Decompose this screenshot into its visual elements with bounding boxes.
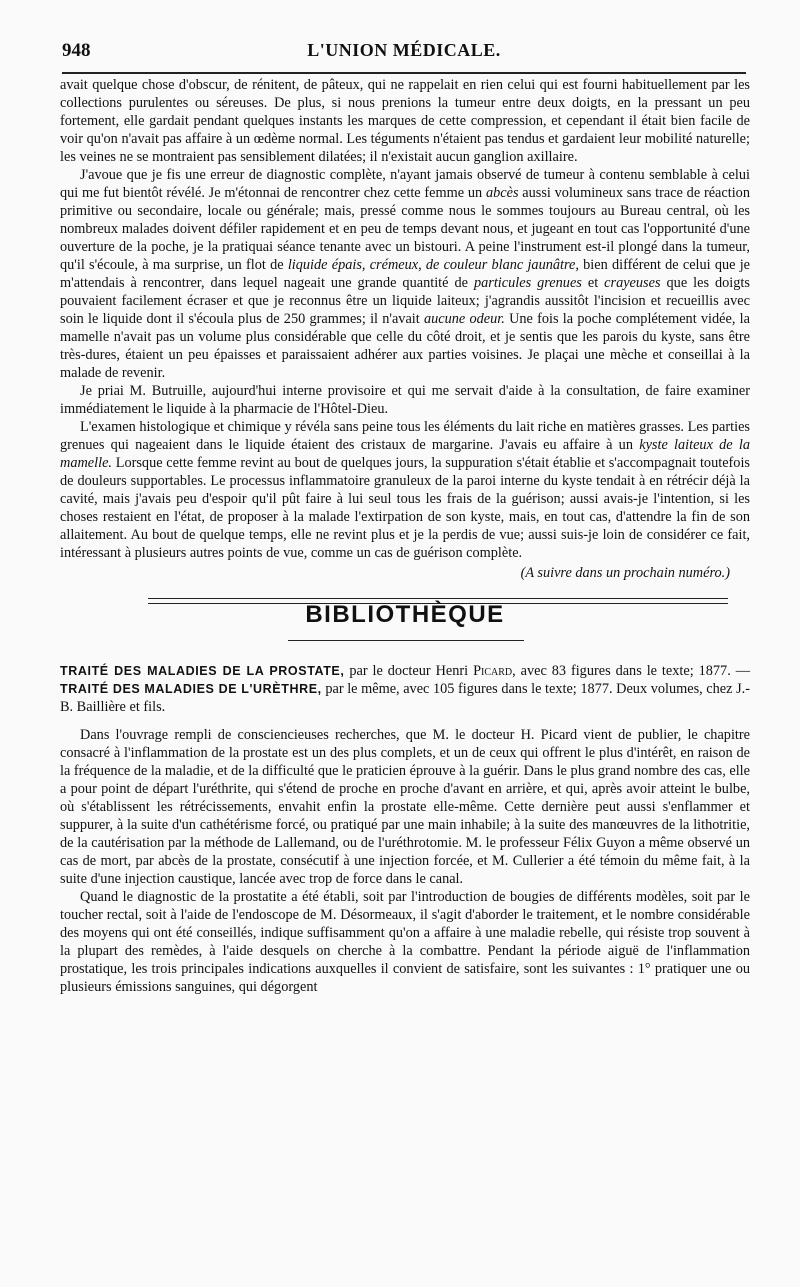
text-run: avec 83 figures dans le texte; 1877. — [520,663,750,679]
separator-rule [148,598,728,599]
italic-term: liquide épais, crémeux, de couleur blanc jaunâtre, [287,257,579,273]
text-run: Lorsque cette femme revint au bout de quelques jours, la suppuration s'était établie et s'accompagnait toutefois de douleurs supportables. Le processus inflammatoire granuleux de la paroi interne du kyste tendait à en rétrécir déjà la cavité, mais j'avais peu d'espoir qu'il pût faire à lui seul tous les frais de la guérison; aussi avais-je l'intention, si les choses restaient en l'état, de proposer à la malade l'extirpation de son kyste, mais, en tout cas, d'attendre la fin de son allaitement. Au bout de quelque temps, elle ne revint plus et je la perdis de vue; aussi suis-je loin de considérer ce fait, intéressant à plusieurs autres points de vue, comme un cas de guérison complète. [60,455,750,561]
text-run: et [587,275,599,291]
book-title: TRAITÉ DES MALADIES DE L'URÈTHRE, [60,682,322,696]
journal-title: L'UNION MÉDICALE. [307,40,501,60]
italic-term: abcès [485,185,519,201]
text-run: par le docteur Henri [349,663,469,679]
text-run: par le même, avec 105 figures dans le texte; 1877. Deux volumes, chez J.-B. Baillière et fils. [60,681,750,715]
text-run: L'examen histologique et chimique y révéla sans peine tous les éléments du lait riche en matières grasses. Les parties grenues qui nageaient dans le liquide étaient des cristaux de margarine. J'avais eu affaire à un [60,419,750,453]
article-paragraph [60,418,750,562]
italic-term: kyste laiteux de la mamelle. [60,437,750,471]
title-underline [288,640,524,641]
continuation-note: (A suivre dans un prochain numéro.) [520,565,730,581]
italic-term: particules grenues [473,275,582,291]
italic-term: crayeuses [604,275,661,291]
text-run: que les doigts pouvaient facilement écraser et que je reconnus être un liquide laiteux; j'agrandis aussitôt l'incision et recueillis avec soin le liquide dont il s'écoula plus de 250 grammes; il n'avait [60,275,750,327]
book-title: TRAITÉ DES MALADIES DE LA PROSTATE, [60,664,345,678]
article-paragraph [60,166,750,382]
page-header [62,30,746,70]
article-paragraph: avait quelque chose d'obscur, de rénitent, de pâteux, qui ne rappelait en rien celui qui est fourni habituellement par les collections purulentes ou séreuses. De plus, si nous prenions la tumeur entre deux doigts, en la pressant un peu fortement, elle gardait pendant quelques instants les marques de cette compression, et cependant il était bien facile de voir qu'on n'avait pas affaire à un œdème normal. Les téguments n'étaient pas tendus et gardaient leur mobilité naturelle; les veines ne se montraient pas sensiblement dilatées; il n'existait aucun ganglion axillaire. [60,77,750,165]
header-rule [62,72,746,74]
section-title: BIBLIOTHÈQUE [305,601,505,628]
book-reference [60,662,750,716]
section-separator [60,588,750,650]
review-paragraph: Dans l'ouvrage rempli de consciencieuses recherches, que M. le docteur H. Picard vient de publier, le chapitre consacré à l'inflammation de la prostate est un des plus complets, et un de ceux qui offrent le plus d'intérêt, en raison de la fréquence de la maladie, et de la difficulté que le praticien éprouve à la guérir. Dans le plus grand nombre des cas, elle a pour point de départ l'uréthrite, qui s'étend de proche en proche d'avant en arrière, et qui, après avoir atteint le bulbe, où s'établissent les rétrécissements, envahit enfin la prostate elle-même. Cette dernière peut aussi s'enflammer et suppurer, à la suite d'un cathétérisme forcé, ou pratiqué par une main inhabile; à la suite des manœuvres de la lithotritie, de la cautérisation par la méthode de Lallemand, ou de l'uréthrotomie. M. le professeur Félix Guyon a même observé un cas de mort, par abcès de la prostate, consécutif à une injection forcée, et M. Cullerier a été témoin du même fait, à la suite d'une injection caustique, lancée avec trop de force dans le canal. [60,727,750,887]
review-paragraph: Quand le diagnostic de la prostatite a été établi, soit par l'introduction de bougies de différents modèles, soit par le toucher rectal, soit à l'aide de l'endoscope de M. Désormeaux, il s'agit d'aborder le traitement, et le nombre considérable des moyens qui ont été conseillés, indique suffisamment qu'on a affaire à une maladie rebelle, qui résiste trop souvent à la plupart des remèdes, à l'aide desquels on cherche à la combattre. Pendant la période aiguë de l'inflammation prostatique, les trois principales indications auxquelles il convient de satisfaire, sont les suivantes : 1° pratiquer une ou plusieurs émissions sanguines, qui dégorgent [60,889,750,995]
author-name: Picard, [473,663,516,679]
text-run: bien différent de celui que je m'attendais à rencontrer, dans lequel nageait une grande quantité de [60,257,751,291]
text-run: Une fois la poche complétement vidée, la mamelle n'avait pas un volume plus considérable que celle du côté droit, et je sentis que les parois du kyste, sans être très-dures, étaient un peu épaisses et paraissaient adhérer aux parties voisines. Je plaçai une mèche et conseillai à la malade de revenir. [60,311,750,381]
italic-term: aucune odeur. [423,311,505,327]
text-run: aussi volumineux sans trace de réaction primitive ou secondaire, locale ou générale; mais, pressé comme nous le sommes toujours au Bureau central, où les nombreux malades doivent défiler rapidement et en peu de temps devant nous, et jugeant en tout cas l'opportunité d'une ouverture de la poche, je la pratiquai séance tenante avec un bistouri. A peine l'instrument est-il plongé dans la tumeur, qu'il s'écoule, à ma surprise, un flot de [60,185,750,273]
page-body [60,76,750,996]
article-paragraph: Je priai M. Butruille, aujourd'hui interne provisoire et qui me servait d'aide à la consultation, de faire examiner immédiatement le liquide à la pharmacie de l'Hôtel-Dieu. [60,383,750,417]
page-number: 948 [62,40,91,61]
text-run: J'avoue que je fis une erreur de diagnostic complète, n'ayant jamais observé de tumeur à contenu semblable à celui qui me fut bientôt révélé. Je m'étonnai de rencontrer chez cette femme un [60,167,750,201]
